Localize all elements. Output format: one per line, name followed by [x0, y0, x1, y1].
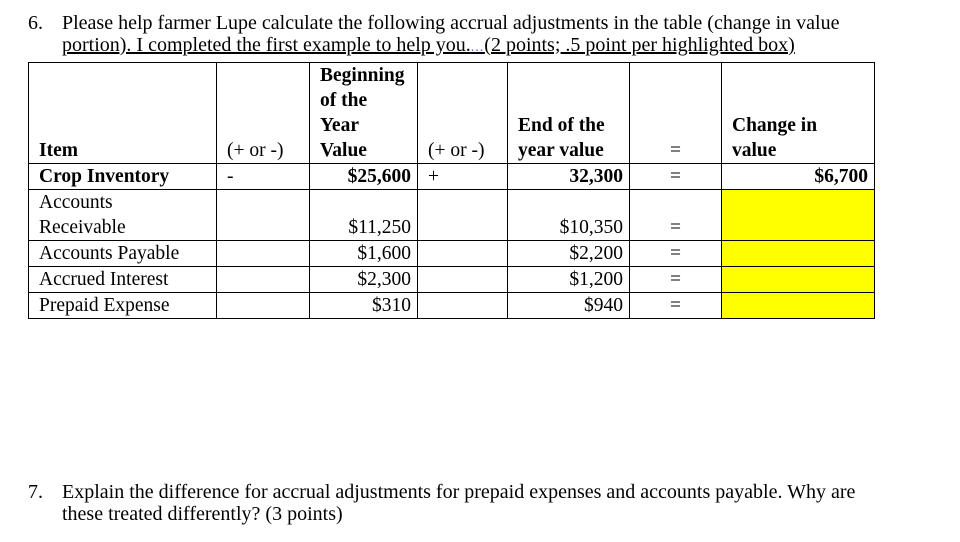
row-beginning-value: $2,300 — [310, 267, 418, 293]
header-end-line-1: End of the — [518, 115, 605, 136]
row-end-value: $1,200 — [508, 267, 630, 293]
table-header-row — [29, 63, 875, 164]
row-change-highlighted-box[interactable] — [722, 267, 875, 293]
row-item-line-2: Receivable — [39, 217, 126, 238]
header-item: Item — [29, 63, 217, 164]
row-beginning-value: $1,600 — [310, 241, 418, 267]
row-sign-2-input[interactable] — [418, 267, 508, 293]
header-end-line-2: year value — [518, 140, 604, 161]
row-beginning-value: $11,250 — [310, 190, 418, 241]
row-end-value: $10,350 — [508, 190, 630, 241]
row-change-highlighted-box[interactable] — [722, 293, 875, 319]
row-equals: = — [630, 293, 722, 319]
row-change-highlighted-box[interactable] — [722, 190, 875, 241]
accrual-adjustments-table — [28, 62, 875, 319]
question-6-line-2 — [62, 34, 839, 59]
row-end-value: $940 — [508, 293, 630, 319]
table-row — [29, 267, 875, 293]
question-7-text — [62, 481, 855, 525]
header-sign-2: (+ or -) — [418, 63, 508, 164]
row-item — [29, 190, 217, 241]
header-equals: = — [630, 63, 722, 164]
comment-link-marker[interactable]: ... — [470, 40, 485, 55]
question-7-line-1: Explain the difference for accrual adjustments for prepaid expenses and accounts payable. Why are — [62, 481, 856, 503]
question-6-text — [62, 12, 839, 59]
question-6-line-2-text: portion). I completed the first example to help you. — [62, 34, 471, 56]
header-beginning-line-1: Beginning — [320, 65, 405, 86]
question-7-line-2: these treated differently? (3 points) — [62, 503, 343, 525]
row-item: Crop Inventory — [29, 164, 217, 190]
row-end-value: 32,300 — [508, 164, 630, 190]
row-item: Prepaid Expense — [29, 293, 217, 319]
row-sign-1-input[interactable] — [217, 267, 310, 293]
header-change-line-2: value — [732, 140, 777, 161]
row-beginning-value: $310 — [310, 293, 418, 319]
row-sign-1-input[interactable] — [217, 190, 310, 241]
row-sign-2-input[interactable] — [418, 293, 508, 319]
question-7-number: 7. — [28, 481, 43, 503]
header-beginning-line-4: Value — [320, 140, 367, 161]
table-row — [29, 241, 875, 267]
row-equals: = — [630, 241, 722, 267]
header-sign-1: (+ or -) — [217, 63, 310, 164]
question-6-number: 6. — [28, 12, 43, 34]
table-row — [29, 164, 875, 190]
header-change-value — [722, 63, 875, 164]
row-sign-1: - — [217, 164, 310, 190]
table-row — [29, 190, 875, 241]
header-end-value — [508, 63, 630, 164]
question-6-line-1: Please help farmer Lupe calculate the following accrual adjustments in the table (change in value — [62, 12, 840, 34]
row-sign-2-input[interactable] — [418, 241, 508, 267]
header-beginning-line-3: Year — [320, 115, 359, 136]
row-equals: = — [630, 164, 722, 190]
row-sign-1-input[interactable] — [217, 241, 310, 267]
header-beginning-value — [310, 63, 418, 164]
table-row — [29, 293, 875, 319]
row-equals: = — [630, 267, 722, 293]
question-6-line-2-tail: (2 points; .5 point per highlighted box) — [484, 34, 795, 56]
row-item-line-1: Accounts — [39, 192, 113, 213]
header-beginning-line-2: of the — [320, 90, 368, 111]
row-change-highlighted-box[interactable] — [722, 241, 875, 267]
row-sign-2: + — [418, 164, 508, 190]
row-sign-2-input[interactable] — [418, 190, 508, 241]
row-item: Accounts Payable — [29, 241, 217, 267]
row-end-value: $2,200 — [508, 241, 630, 267]
row-item: Accrued Interest — [29, 267, 217, 293]
header-change-line-1: Change in — [732, 115, 818, 136]
row-equals: = — [630, 190, 722, 241]
row-change-value: $6,700 — [722, 164, 875, 190]
row-sign-1-input[interactable] — [217, 293, 310, 319]
row-beginning-value: $25,600 — [310, 164, 418, 190]
